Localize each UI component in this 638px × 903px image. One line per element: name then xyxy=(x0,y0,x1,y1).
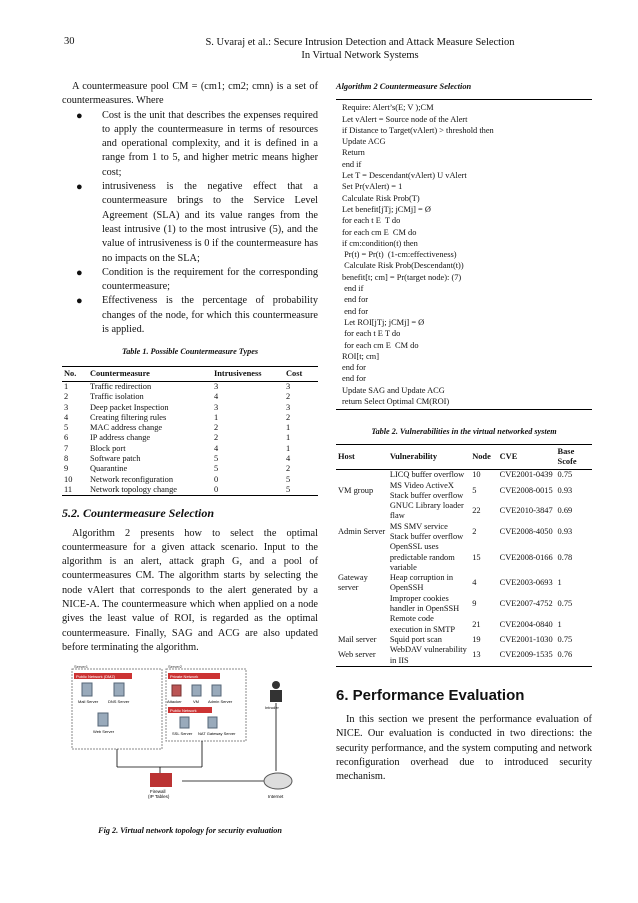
bullet-icon: ● xyxy=(76,109,83,122)
algorithm-line: end if xyxy=(342,159,362,169)
table-row xyxy=(62,433,318,443)
algorithm-line: ROI[t; cm] xyxy=(342,351,379,361)
table-row xyxy=(336,522,592,543)
network-topology-figure xyxy=(62,663,318,808)
table-row xyxy=(336,594,592,615)
algorithm-line: Set Pr(vAlert) = 1 xyxy=(342,182,403,192)
table-cell: Quarantine xyxy=(90,464,128,474)
table-row xyxy=(62,403,318,413)
attacker-label: Attacker xyxy=(167,699,182,705)
firewall-label: Firewall xyxy=(150,789,166,795)
table-row xyxy=(62,392,318,402)
table-cell: 2 xyxy=(214,433,219,443)
table-cell: Traffic isolation xyxy=(90,392,144,402)
table-header: Host xyxy=(336,444,388,470)
table-cell: 1 xyxy=(214,412,219,422)
table-cell: Deep packet Inspection xyxy=(90,402,169,412)
bullet-icon: ● xyxy=(76,266,83,279)
table-cell: 5 xyxy=(286,474,291,484)
list-item: ● Effectiveness is the percentage of probability changes of the node, for which this countermeasure is applied. xyxy=(76,295,318,336)
header-line-1: S. Uvaraj et al.: Secure Intrusion Detection and Attack Measure Selection xyxy=(205,37,515,48)
algorithm-line: end for xyxy=(342,306,369,316)
table-cell-node: 4 xyxy=(472,578,477,588)
table-row xyxy=(62,485,318,496)
section-paragraph: Algorithm 2 presents how to select the optimal countermeasure for a given attack scenario. Input to the algorithm is an alert, attack graph G, and a pool of countermeasures CM. The algorithm starts by selecting the node vAlert that corresponds to the alert generated by a NICE-A. The countermeasure which when applied on a node gives the least value of ROI, is regarded as the optimal countermeasure. Finally, SAG and ACG are also updated before terminating the algorithm. xyxy=(62,527,318,653)
algorithm-line: for each cm E CM do xyxy=(342,340,419,350)
algorithm-line: Calculate Risk Prob(Descendant(t)) xyxy=(342,261,464,271)
algorithm-line: Require: Alert’s(E; V );CM xyxy=(342,103,434,113)
table-cell-node: 15 xyxy=(472,552,481,562)
table-row xyxy=(336,645,592,666)
table-cell-score: 1 xyxy=(557,619,562,629)
table-row xyxy=(336,573,592,594)
table-row xyxy=(62,413,318,423)
table-cell-score: 0.75 xyxy=(557,598,573,608)
section-heading: 5.2. Countermeasure Selection xyxy=(62,506,215,521)
table-cell: 0 xyxy=(212,485,284,496)
table-cell: Traffic redirection xyxy=(90,381,152,391)
table-cell-node: 22 xyxy=(472,506,481,516)
table-cell-cve: CVE2004-0840 xyxy=(499,619,553,629)
table-cell: 6 xyxy=(64,433,69,443)
table-cell-host xyxy=(336,542,388,573)
algorithm-line: benefit[t; cm] = Pr(target node): (7) xyxy=(342,272,462,282)
list-item: ● Cost is the unit that describes the expenses required to apply the countermeasure in terms of resources and operational complexity, and it is defined in a range from 1 to 5, and higher metric means higher cost; xyxy=(76,109,318,178)
table-cell-cve: CVE2003-0693 xyxy=(499,578,553,588)
algorithm-line: Update ACG xyxy=(342,137,386,147)
table-header: Countermeasure xyxy=(88,366,212,381)
countermeasure-table xyxy=(62,366,318,497)
web-server-label: Web Server xyxy=(93,729,115,735)
table-row xyxy=(336,501,592,522)
internet-label: Internet xyxy=(268,794,284,800)
algorithm-line: if Distance to Target(vAlert) > threshold then xyxy=(342,125,494,135)
dns-server-label: DNS Server xyxy=(108,699,130,705)
table-cell: 9 xyxy=(64,464,69,474)
table-cell: 4 xyxy=(214,392,219,402)
table-cell: 3 xyxy=(286,402,291,412)
table-header: Base Scofe xyxy=(556,444,592,470)
algorithm-box xyxy=(336,99,592,410)
table-cell-host xyxy=(336,614,388,635)
table-cell: Network topology change xyxy=(88,485,212,496)
list-item: ● Condition is the requirement for the corresponding countermeasure; xyxy=(76,266,318,293)
algorithm-line: for each t E T do xyxy=(342,329,401,339)
table-cell: 5 xyxy=(214,454,219,464)
table-cell: 4 xyxy=(214,443,219,453)
table-cell: 1 xyxy=(286,423,291,433)
ssl-server-label: SSL Server xyxy=(172,731,193,737)
table-cell-cve: CVE2007-4752 xyxy=(499,598,553,608)
table-header: Intrusiveness xyxy=(212,366,284,381)
table-cell-vuln: WebDAV vulnerability in IIS xyxy=(388,645,470,666)
table-header: CVE xyxy=(498,444,556,470)
page-number: 30 xyxy=(64,36,75,47)
table-cell-score: 0.93 xyxy=(557,526,573,536)
performance-heading: 6. Performance Evaluation xyxy=(336,686,525,704)
table-header: No. xyxy=(62,366,88,381)
table-cell-host xyxy=(336,501,388,522)
algorithm-line: Let benefit[jTj; jCMj] = Ø xyxy=(342,204,431,214)
table-row xyxy=(336,635,592,645)
algorithm-line: return Select Optimal CM(ROI) xyxy=(342,397,450,407)
table-cell-node: 13 xyxy=(470,645,497,666)
table-cell: 2 xyxy=(286,464,291,474)
criteria-list xyxy=(62,109,318,338)
table-cell-score: 0.93 xyxy=(557,485,573,495)
private-network-label: Private Network xyxy=(170,674,199,680)
table-cell: Creating filtering rules xyxy=(90,412,167,422)
nat-gateway-label: NAT Gateway Server xyxy=(198,731,236,737)
algorithm-line: Return xyxy=(342,148,365,158)
algorithm-line: Calculate Risk Prob(T) xyxy=(342,193,420,203)
table-cell-cve: CVE2001-1030 xyxy=(499,634,553,644)
table-cell-score: 0.78 xyxy=(557,552,573,562)
table-cell: 2 xyxy=(286,392,291,402)
table-row xyxy=(62,444,318,454)
table-cell: 0 xyxy=(214,474,219,484)
algorithm-line: for each cm E CM do xyxy=(342,227,417,237)
intruder-label: Intruder xyxy=(265,705,279,711)
table-cell-vuln: Remote code execution in SMTP xyxy=(389,614,455,634)
table-cell-cve: CVE2009-1535 xyxy=(498,645,556,666)
algorithm-line: end for xyxy=(342,363,366,373)
table-cell: 3 xyxy=(214,402,219,412)
table-row xyxy=(336,614,592,635)
table-cell-node: 5 xyxy=(472,485,477,495)
algorithm-line: end for xyxy=(342,295,369,305)
header-line-2: In Virtual Network Systems xyxy=(301,50,419,61)
algorithm-line: end if xyxy=(342,284,364,294)
vulnerability-table xyxy=(336,444,592,667)
server2-label: Server2 xyxy=(168,664,183,670)
table-cell-host xyxy=(336,470,388,481)
table-cell: 2 xyxy=(286,412,291,422)
table-cell-node: 10 xyxy=(472,470,481,480)
table-cell-vuln: GNUC Library loader flaw xyxy=(389,501,464,521)
left-column xyxy=(62,80,318,838)
table-cell: 5 xyxy=(214,464,219,474)
table-cell-vuln: OpenSSL uses predictable random variable xyxy=(389,542,455,572)
table-cell-vuln: MS Video ActiveX Stack buffer overflow xyxy=(389,480,464,500)
table-cell-node: 19 xyxy=(472,634,481,644)
list-item: ● intrusiveness is the negative effect that a countermeasure brings to the Service Level Agreement (SLA) and its value ranges from the least intrusive (1) to the most intrusive (5), and the value of intrusiveness is 0 if the countermeasure has no impacts on the SLA; xyxy=(76,181,318,264)
table-cell: 5 xyxy=(284,485,318,496)
table-cell: Software patch xyxy=(90,454,141,464)
table-cell: 10 xyxy=(64,474,73,484)
algorithm-line: Let ROI[jTj; jCMj] = Ø xyxy=(342,317,425,327)
table-cell: 3 xyxy=(286,381,291,391)
table-row xyxy=(336,542,592,573)
table-cell: MAC address change xyxy=(90,423,163,433)
table-cell-host xyxy=(336,594,388,615)
table-cell: 3 xyxy=(214,381,219,391)
table-cell-cve: CVE2001-0439 xyxy=(499,470,553,480)
table-cell-vuln: Heap corruption in OpenSSH xyxy=(389,573,454,593)
server1-label: Server1 xyxy=(74,664,89,670)
table-cell-cve: CVE2010-3847 xyxy=(499,506,553,516)
table-cell: Block port xyxy=(90,443,126,453)
table-cell: 8 xyxy=(64,454,69,464)
table-cell-host: VM group xyxy=(338,485,374,495)
table-cell: 2 xyxy=(214,423,219,433)
table-header: Node xyxy=(470,444,497,470)
mail-server-label: Mail Server xyxy=(78,699,99,705)
algorithm-title: Algorithm 2 Countermeasure Selection xyxy=(336,82,472,91)
right-column xyxy=(336,80,592,785)
table-cell: 4 xyxy=(286,454,291,464)
intro-paragraph: A countermeasure pool CM = (cm1; cm2; cmn) is a set of countermeasures. Where xyxy=(62,81,318,107)
table-row xyxy=(62,464,318,474)
table2-caption: Table 2. Vulnerabilities in the virtual networked system xyxy=(371,427,557,437)
running-header xyxy=(170,36,550,62)
table-cell: Network reconfiguration xyxy=(90,474,174,484)
bullet-icon: ● xyxy=(76,295,83,308)
table-cell: 5 xyxy=(64,423,69,433)
bullet-icon: ● xyxy=(76,181,83,194)
table-row xyxy=(62,454,318,464)
algorithm-line: Update SAG and Update ACG xyxy=(342,385,445,395)
table-cell-vuln: Squid port scan xyxy=(389,634,442,644)
table-cell: 1 xyxy=(64,381,69,391)
table-cell: IP address change xyxy=(90,433,151,443)
table-cell-host: Admin Server xyxy=(338,526,386,536)
algorithm-line: Let T = Descendant(vAlert) U vAlert xyxy=(342,171,467,181)
table-cell-score: 0.69 xyxy=(557,506,573,516)
performance-paragraph: In this section we present the performance evaluation of NICE. Our evaluation is conducted in two directions: the security performance, and the system computing and network reconfiguration overhead due to introduced security mechanism. xyxy=(336,714,592,783)
table-cell-cve: CVE2008-0015 xyxy=(499,485,553,495)
table-row xyxy=(336,470,592,481)
algorithm-line: for each t E T do xyxy=(342,216,401,226)
admin-server-label: Admin Server xyxy=(208,699,233,705)
table-header: Vulnerability xyxy=(388,444,470,470)
table-header: Cost xyxy=(284,366,318,381)
algorithm-line: Let vAlert = Source node of the Alert xyxy=(342,114,468,124)
table-header-row xyxy=(336,444,592,470)
table-cell-vuln: LICQ buffer overflow xyxy=(389,470,465,480)
table-cell-score: 0.75 xyxy=(557,470,573,480)
table-cell-cve: CVE2008-0166 xyxy=(499,552,553,562)
table-cell: 1 xyxy=(286,433,291,443)
table-cell-score: 0.76 xyxy=(556,645,592,666)
table-cell: 4 xyxy=(64,412,69,422)
table-row xyxy=(62,381,318,392)
algorithm-line: Pr(t) = Pr(t) (1-cm:effectiveness) xyxy=(342,250,457,260)
table-cell: 11 xyxy=(62,485,88,496)
table-row xyxy=(62,475,318,485)
algorithm-line: if cm:condition(t) then xyxy=(342,238,418,248)
table-cell-vuln: MS SMV service Stack buffer overflow xyxy=(389,521,464,541)
table-cell-score: 0.75 xyxy=(557,634,573,644)
table-row xyxy=(336,481,592,502)
table-header-row xyxy=(62,366,318,381)
topology-diagram xyxy=(62,663,318,808)
table-cell-host: Gateway server xyxy=(338,573,368,593)
figure-caption: Fig 2. Virtual network topology for security evaluation xyxy=(98,826,282,836)
table-cell-score: 1 xyxy=(557,578,562,588)
vm-label: VM xyxy=(193,699,199,705)
table-cell-node: 9 xyxy=(472,598,477,608)
table-cell: 7 xyxy=(64,443,69,453)
table1-caption: Table 1. Possible Countermeasure Types xyxy=(121,347,259,357)
public-network-label: Public Network xyxy=(170,708,197,714)
table-cell: 2 xyxy=(64,392,69,402)
table-cell-vuln: Improper cookies handler in OpenSSH xyxy=(389,593,460,614)
table-cell-host: Mail server xyxy=(338,634,377,644)
dmz-label: Public Network (DMZ) xyxy=(76,674,116,680)
table-cell-node: 21 xyxy=(472,619,481,629)
table-cell: 3 xyxy=(64,402,69,412)
algorithm-line: end for xyxy=(342,374,366,384)
table-cell-cve: CVE2008-4050 xyxy=(499,526,553,536)
iptables-label: (IP Tables) xyxy=(148,794,170,800)
table-cell: 1 xyxy=(286,443,291,453)
table-cell-node: 2 xyxy=(472,526,477,536)
table-cell-host: Web server xyxy=(336,645,388,666)
table-row xyxy=(62,423,318,433)
